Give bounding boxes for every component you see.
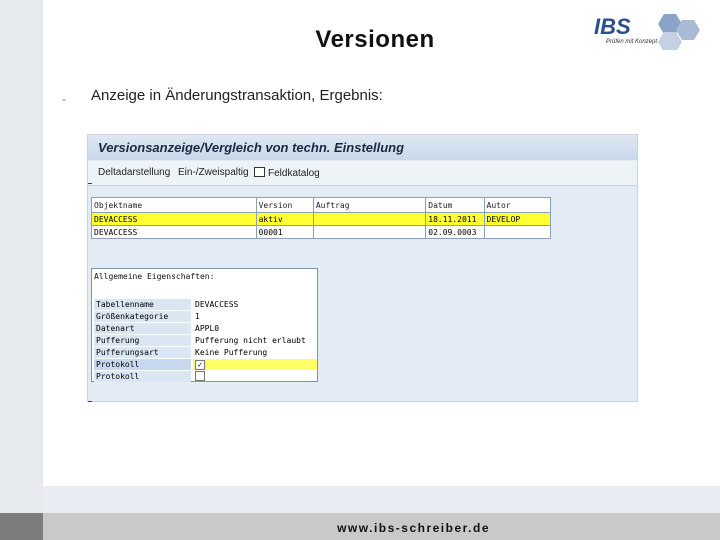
property-label: Tabellenname [94, 299, 191, 310]
property-row-selected [94, 359, 317, 371]
left-sidebar-band [0, 0, 43, 513]
property-label: Größenkategorie [94, 311, 191, 322]
property-label: Datenart [94, 323, 191, 334]
left-sidebar-footer-block [0, 513, 43, 540]
cell-objektname: DEVACCESS [92, 226, 257, 239]
protokoll-checkbox-checked[interactable]: ✓ [195, 360, 205, 370]
col-header-autor[interactable]: Autor [484, 198, 550, 213]
cell-auftrag [313, 213, 425, 226]
sap-window-title: Versionsanzeige/Vergleich von techn. Einstellung [98, 140, 405, 155]
logo-tagline: Prüfen mit Konzept [606, 39, 658, 45]
cell-datum: 02.09.0003 [426, 226, 484, 239]
table-row[interactable] [92, 213, 551, 226]
properties-heading: Allgemeine Eigenschaften: [94, 272, 215, 281]
slide-title: Versionen [315, 26, 435, 53]
property-label: Pufferung [94, 335, 191, 346]
property-row [94, 371, 317, 383]
red-marker-bottom [88, 401, 92, 402]
cell-auftrag [313, 226, 425, 239]
cell-autor: DEVELOP [484, 213, 550, 226]
property-value [193, 359, 317, 370]
cell-autor [484, 226, 550, 239]
cell-objektname: DEVACCESS [92, 213, 257, 226]
field-catalog-button[interactable] [254, 167, 320, 179]
version-table [91, 197, 551, 239]
field-catalog-icon [254, 167, 265, 177]
cell-version: 00001 [256, 226, 313, 239]
property-label: Pufferungsart [94, 347, 191, 358]
property-value [193, 371, 317, 382]
cell-datum: 18.11.2011 [426, 213, 484, 226]
property-row [94, 323, 317, 335]
col-header-datum[interactable]: Datum [426, 198, 484, 213]
property-value: 1 [195, 312, 200, 321]
footer-band [43, 486, 720, 540]
property-value: APPL0 [195, 324, 220, 333]
property-row [94, 311, 317, 323]
footer-url: www.ibs-schreiber.de [337, 521, 490, 535]
field-catalog-label: Feldkatalog [268, 168, 320, 179]
red-marker-top [88, 183, 92, 184]
delta-display-button[interactable]: Deltadarstellung [98, 167, 171, 178]
logo-mark: IBS [594, 14, 631, 39]
sap-title-bar [88, 135, 637, 160]
col-header-version[interactable]: Version [256, 198, 313, 213]
protokoll-checkbox-unchecked[interactable] [195, 371, 205, 381]
cell-version: aktiv [256, 213, 313, 226]
property-label: Protokoll [94, 359, 191, 370]
bullet-dash: - [62, 92, 66, 106]
sap-toolbar [88, 161, 637, 186]
property-row [94, 347, 317, 359]
one-two-column-button[interactable]: Ein-/Zweispaltig [178, 167, 249, 178]
property-label: Protokoll [94, 371, 191, 382]
col-header-auftrag[interactable]: Auftrag [313, 198, 425, 213]
sap-screenshot [87, 134, 638, 402]
table-row[interactable] [92, 226, 551, 239]
slide-subtitle: Anzeige in Änderungstransaktion, Ergebnis: [91, 87, 383, 104]
property-value: Pufferung nicht erlaubt [195, 336, 306, 345]
property-value: DEVACCESS [195, 300, 239, 309]
property-value: Keine Pufferung [195, 348, 268, 357]
property-row [94, 299, 317, 311]
property-row [94, 335, 317, 347]
ibs-logo [592, 10, 707, 50]
col-header-objektname[interactable]: Objektname [92, 198, 257, 213]
general-properties-panel [91, 268, 318, 382]
table-header-row [92, 198, 551, 213]
